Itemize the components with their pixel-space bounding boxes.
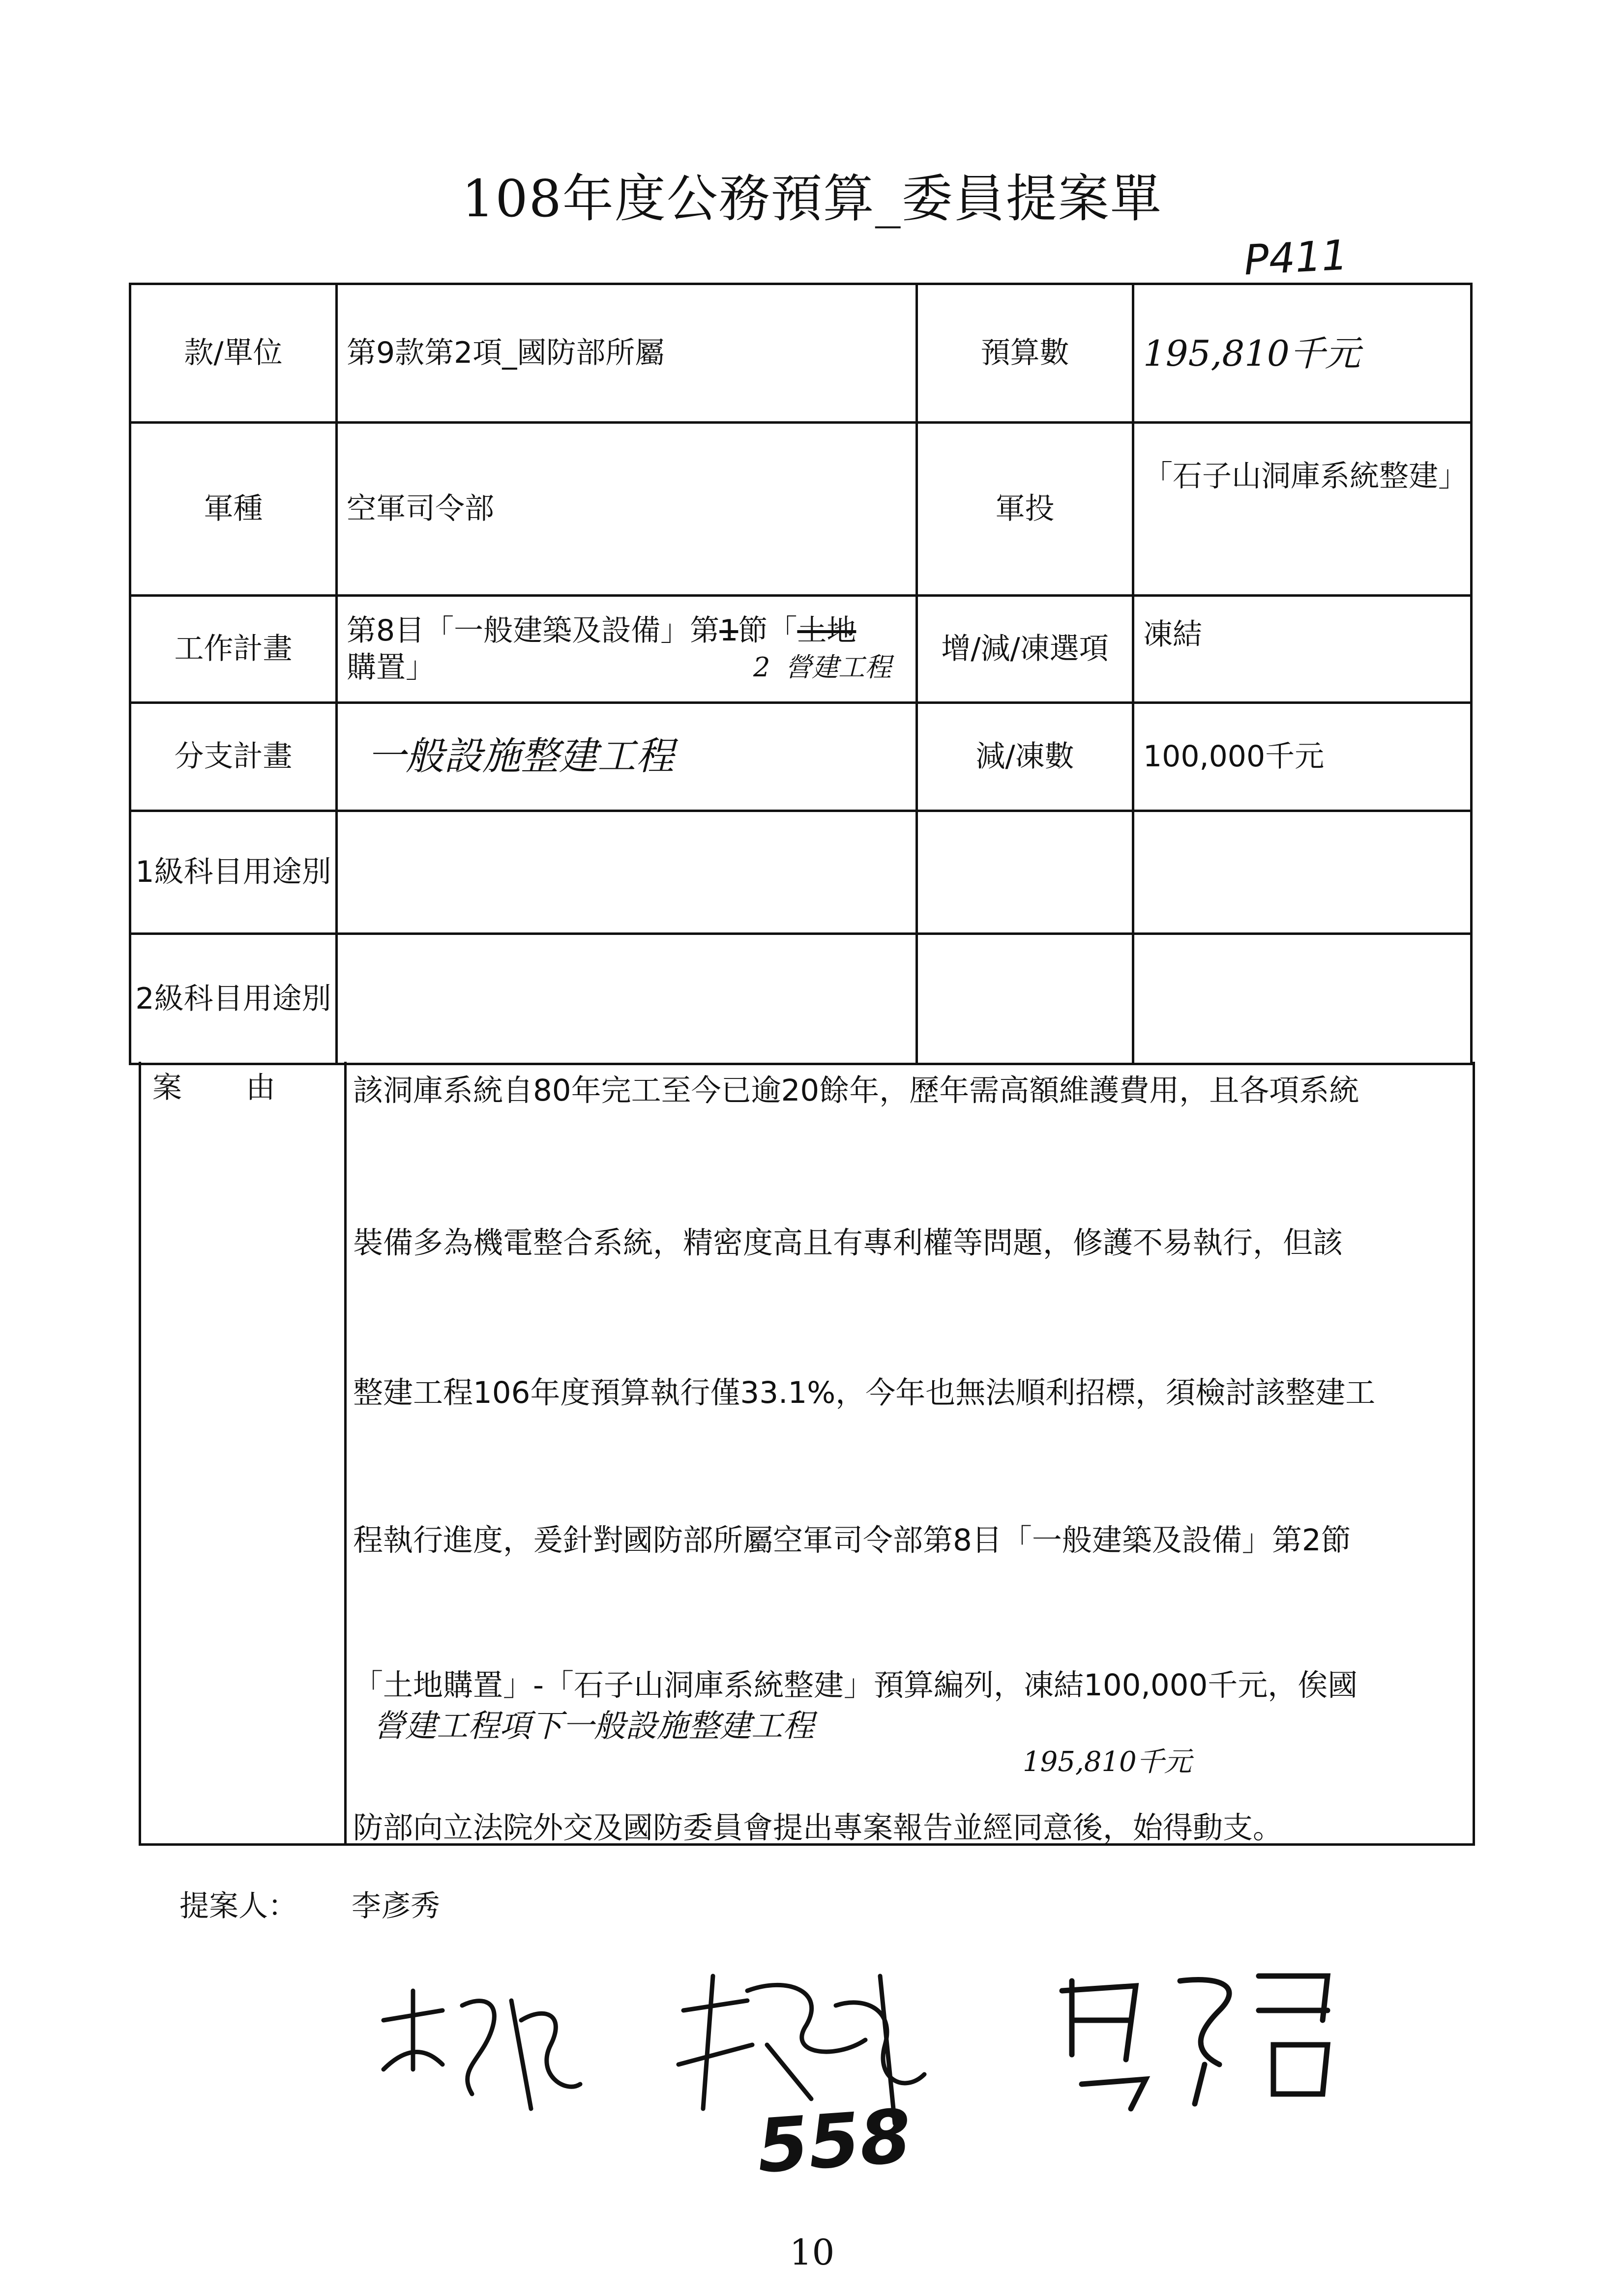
work-plan-value (337, 596, 917, 703)
proposer-label: 提案人： (179, 1889, 297, 1923)
form-row-service (130, 423, 1472, 596)
proposal-form-table (129, 283, 1473, 1065)
unit-value: 第9款第2項_國防部所屬 (337, 284, 917, 423)
level1-usage-value (337, 811, 917, 934)
level1-usage-extra-label (917, 811, 1133, 934)
form-row-branch-plan (130, 703, 1472, 811)
level2-usage-value (337, 934, 917, 1064)
unit-label: 款/單位 (130, 284, 337, 423)
reason-label: 案由 (152, 1071, 339, 1105)
form-row-level1-usage (130, 811, 1472, 934)
reason-line-1: 該洞庫系統自80年完工至今已逾20餘年，歷年需高額維護費用，且各項系統 (353, 1073, 1359, 1108)
work-plan-section-old: 1 (719, 613, 738, 648)
reason-label-cell (139, 1062, 344, 1846)
signature-3 (1062, 1976, 1328, 2109)
level2-usage-label: 2級科目用途別 (130, 934, 337, 1064)
investment-value: 「石子山洞庫系統整建」 (1133, 423, 1472, 596)
adjust-option-value: 凍結 (1133, 596, 1472, 703)
branch-plan-label: 分支計畫 (130, 703, 337, 811)
reduce-amount-value: 100,000千元 (1133, 703, 1472, 811)
work-plan-handwritten-section: 2 (753, 652, 770, 683)
reason-line-4: 程執行進度，爰針對國防部所屬空軍司令部第8目「一般建築及設備」第2節 (353, 1523, 1351, 1558)
level1-usage-extra-value (1133, 811, 1472, 934)
service-value: 空軍司令部 (337, 423, 917, 596)
handwritten-stamp-number: 558 (754, 2093, 914, 2190)
reason-line-5: 「土地購置」-「石子山洞庫系統整建」預算編列，凍結100,000千元，俟國 (353, 1668, 1358, 1703)
proposer-name: 李彥秀 (352, 1889, 440, 1923)
budget-label: 預算數 (917, 284, 1133, 423)
level2-usage-extra-value (1133, 934, 1472, 1064)
form-row-unit (130, 284, 1472, 423)
reduce-amount-label: 減/凍數 (917, 703, 1133, 811)
work-plan-handwritten-replacement: 營建工程 (785, 652, 891, 683)
budget-value-handwritten: 195,810千元 (1133, 284, 1472, 423)
reason-handwritten-amount: 195,810千元 (1023, 1746, 1192, 1778)
reason-handwritten-insertion: 營建工程項下一般設施整建工程 (374, 1708, 814, 1744)
work-plan-suffix: 購置」 (347, 650, 435, 685)
work-plan-label: 工作計畫 (130, 596, 337, 703)
signature-1 (384, 1991, 580, 2109)
form-row-level2-usage (130, 934, 1472, 1064)
investment-label: 軍投 (917, 423, 1133, 596)
service-label: 軍種 (130, 423, 337, 596)
reason-line-3: 整建工程106年度預算執行僅33.1%，今年也無法順利招標，須檢討該整建工 (353, 1375, 1376, 1410)
work-plan-prefix: 第8目「一般建築及設備」第 (347, 613, 720, 648)
branch-plan-value-handwritten: 一般設施整建工程 (337, 703, 917, 811)
level1-usage-label: 1級科目用途別 (130, 811, 337, 934)
reason-line-6: 防部向立法院外交及國防委員會提出專案報告並經同意後，始得動支。 (353, 1810, 1283, 1845)
page-number: 10 (789, 2232, 835, 2273)
work-plan-mid: 節「 (738, 613, 797, 648)
document-title: 108年度公務預算_委員提案單 (462, 169, 1162, 229)
level2-usage-extra-label (917, 934, 1133, 1064)
adjust-option-label: 增/減/凍選項 (917, 596, 1133, 703)
form-row-work-plan (130, 596, 1472, 703)
handwritten-page-reference: P411 (1242, 231, 1349, 285)
reason-line-2: 裝備多為機電整合系統，精密度高且有專利權等問題，修護不易執行，但該 (353, 1225, 1343, 1260)
work-plan-struck-text: 土地 (797, 613, 856, 648)
